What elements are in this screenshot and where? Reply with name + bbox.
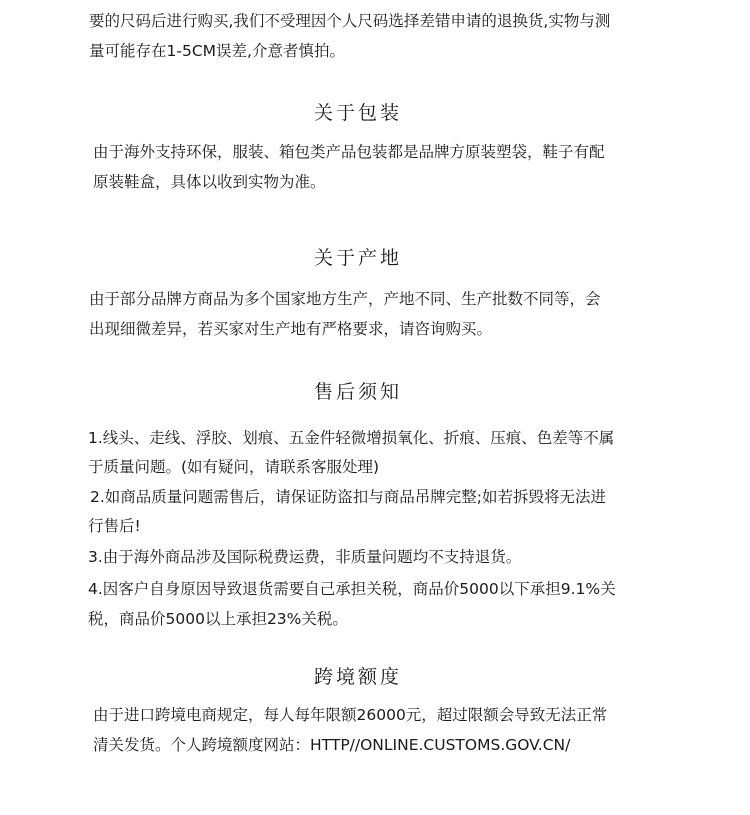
origin-line: 由于部分品牌方商品为多个国家地方生产，产地不同、生产批数不同等，会 [89, 290, 601, 308]
intro-line: 量可能存在1-5CM误差,介意者慎拍。 [89, 42, 345, 60]
cross-border-line: 清关发货。个人跨境额度网站：HTTP//ONLINE.CUSTOMS.GOV.CN/ [93, 736, 571, 754]
after-sales-item-1-line-1: 1.线头、走线、浮胶、划痕、五金件轻微增损氧化、折痕、压痕、色差等不属 [88, 429, 615, 447]
cross-border-heading: 跨境额度 [313, 666, 402, 688]
cross-border-line: 由于进口跨境电商规定，每人每年限额26000元，超过限额会导致无法正常 [93, 706, 608, 724]
after-sales-item-1-line-2: 于质量问题。(如有疑问，请联系客服处理) [88, 458, 380, 476]
cross-border-paragraph [93, 700, 653, 760]
origin-paragraph [89, 284, 649, 344]
after-sales-heading: 售后须知 [313, 381, 402, 403]
after-sales-item-4-line-1: 4.因客户自身原因导致退货需要自己承担关税，商品价5000以下承担9.1%关 [88, 580, 616, 598]
packaging-line: 原装鞋盒，具体以收到实物为准。 [93, 173, 326, 191]
intro-paragraph [89, 6, 649, 66]
packaging-heading: 关于包装 [313, 102, 402, 124]
after-sales-item-2-line-1: 2.如商品质量问题需售后，请保证防盗扣与商品吊牌完整;如若拆毁将无法进 [90, 488, 607, 506]
origin-heading: 关于产地 [313, 247, 402, 269]
after-sales-item-4-line-2: 税，商品价5000以上承担23%关税。 [88, 610, 348, 628]
after-sales-item-3: 3.由于海外商品涉及国际税费运费，非质量问题均不支持退货。 [88, 548, 522, 566]
packaging-paragraph [93, 137, 653, 197]
after-sales-item-2-line-2: 行售后! [88, 517, 141, 535]
intro-line: 要的尺码后进行购买,我们不受理因个人尺码选择差错申请的退换货,实物与测 [89, 12, 611, 30]
packaging-line: 由于海外支持环保，服装、箱包类产品包装都是品牌方原装塑袋，鞋子有配 [93, 143, 605, 161]
origin-line: 出现细微差异，若买家对生产地有严格要求，请咨询购买。 [89, 320, 493, 338]
